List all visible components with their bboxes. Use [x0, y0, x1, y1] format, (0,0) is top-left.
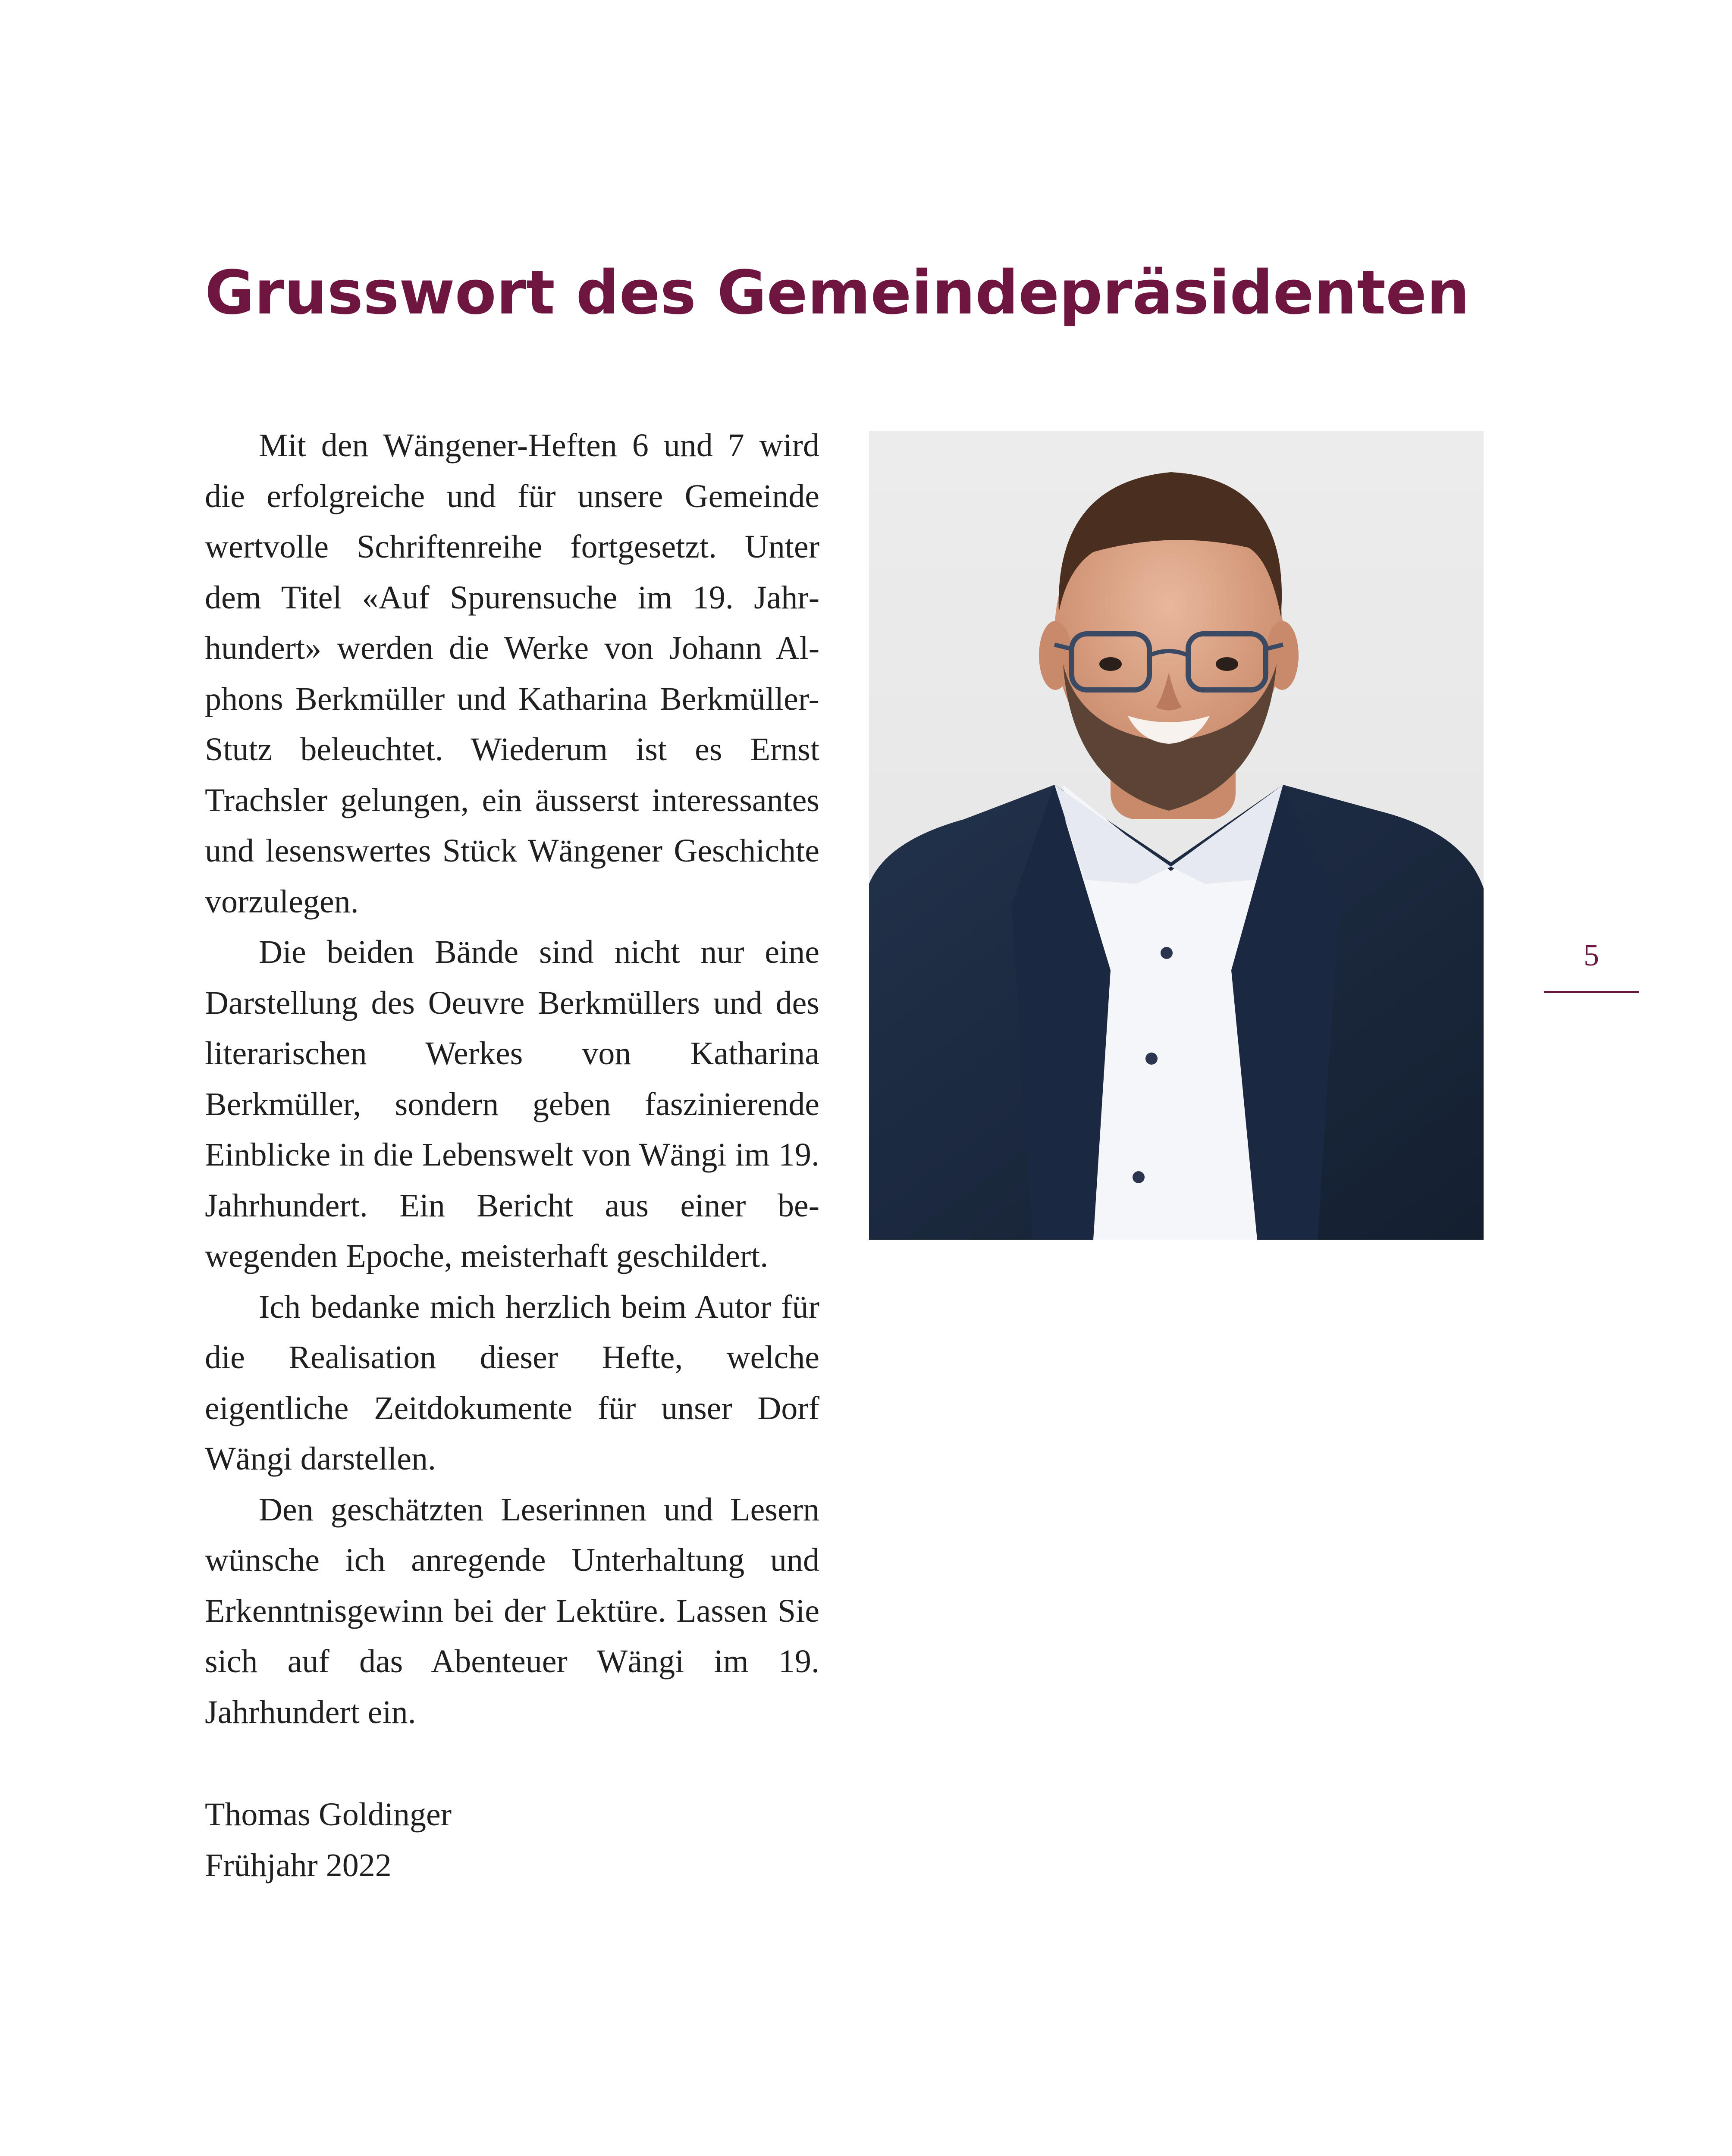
- paragraph: Die beiden Bände sind nicht nur eine Darstellung des Oeuvre Berkmüllers und des literarischen Werkes von Katharina Berkmüller, sondern geben faszinierende Einblicke in die Lebenswelt von Wängi im 19. Jahrhundert. Ein Bericht aus einer bewegenden Epoche, meisterhaft geschildert.: [205, 934, 819, 1274]
- page-number-rule: [1544, 991, 1639, 993]
- signature-name: Thomas Goldinger: [205, 1796, 452, 1833]
- portrait-illustration: [869, 431, 1484, 1240]
- paragraph: Ich bedanke mich herzlich beim Autor für die Realisation dieser Hefte, welche eigentliche Zeitdokumente für unser Dorf Wängi darstellen.: [205, 1288, 819, 1477]
- paragraph: Den geschätzten Leserinnen und Lesern wünsche ich anregende Unterhaltung und Erkenntnisgewinn bei der Lektüre. Lassen Sie sich auf das Abenteuer Wängi im 19. Jahrhundert ein.: [205, 1491, 819, 1730]
- page-title: Grusswort des Gemeindepräsidenten: [205, 258, 1470, 328]
- page-number: 5: [1584, 938, 1599, 972]
- paragraph: Mit den Wängener-Heften 6 und 7 wird die erfolgreiche und für unsere Gemeinde wertvolle Schriftenreihe fortgesetzt. Unter dem Titel «Auf Spurensuche im 19. Jahrhundert» werden die Werke von Johann Alphons Berkmüller und Katharina Berkmüller-Stutz beleuchtet. Wiederum ist es Ernst Trachsler gelungen, ein äusserst interessantes und lesenswertes Stück Wängener Geschichte vorzulegen.: [205, 427, 819, 920]
- portrait-photo: [869, 431, 1484, 1240]
- signature-block: [205, 1789, 819, 1891]
- body-text: [205, 420, 819, 1738]
- signature-date: Frühjahr 2022: [205, 1847, 392, 1883]
